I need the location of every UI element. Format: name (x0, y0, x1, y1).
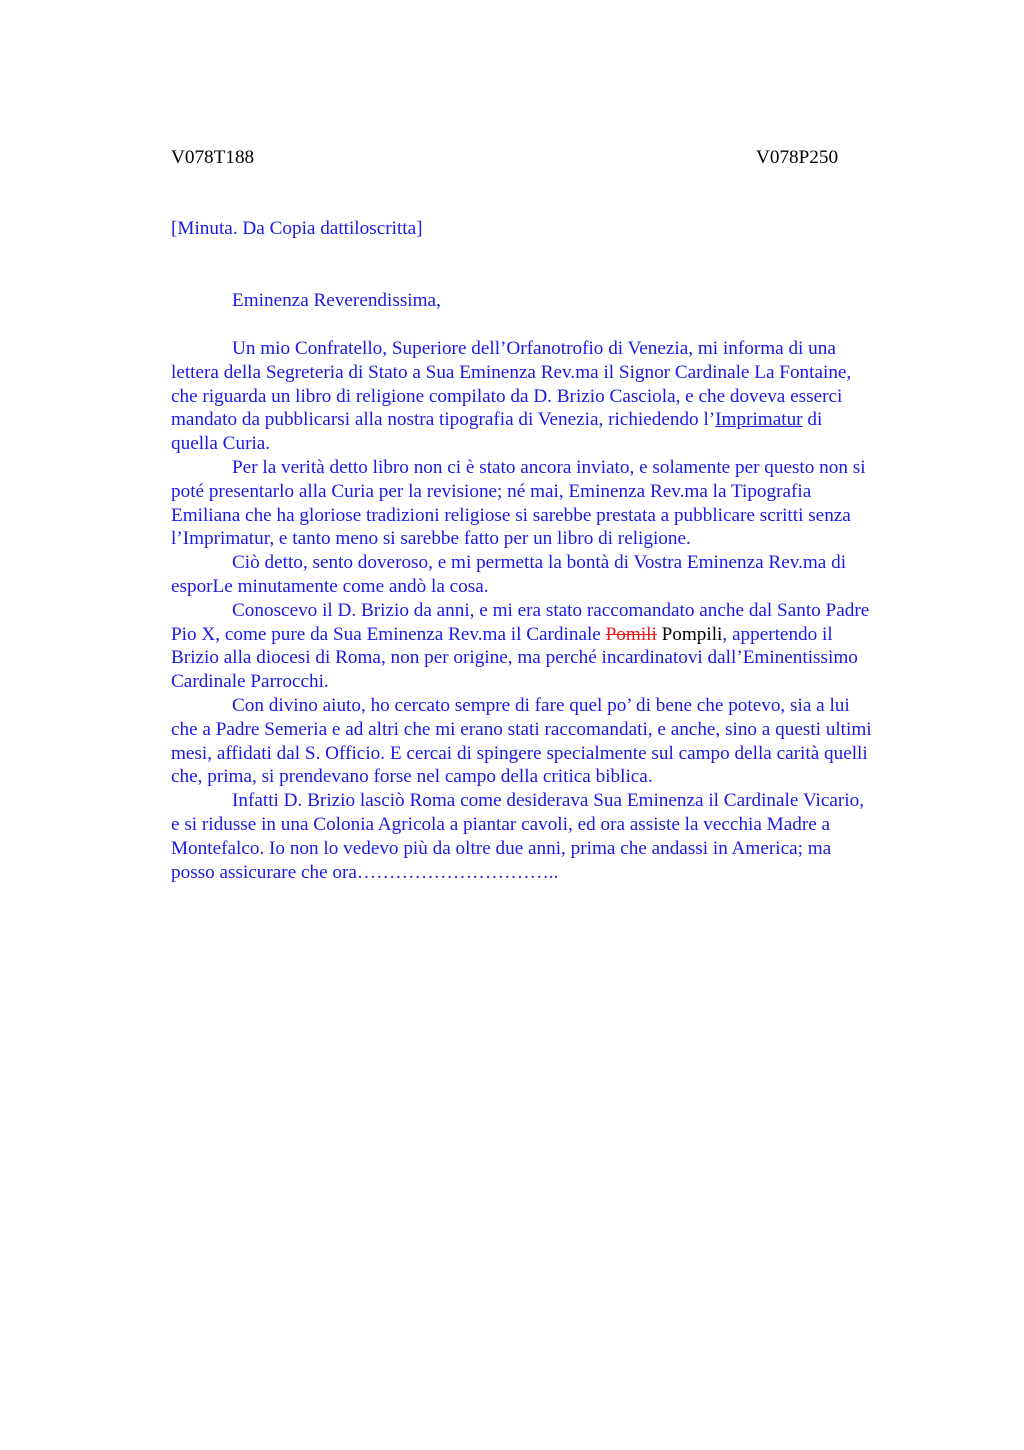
paragraph-5-line-2: che a Padre Semeria e ad altri che mi erano stati raccomandati, e anche, sino a questi ultimi (171, 718, 872, 740)
paragraph-4-line-4: Cardinale Parrocchi. (171, 671, 329, 693)
paragraph-4-line-2-end: , appertendo il (722, 623, 833, 645)
paragraph-3-line-1: Ciò detto, sento doveroso, e mi permetta la bontà di Vostra Eminenza Rev.ma di (232, 552, 847, 574)
paragraph-1-line-4-text: mandato da pubblicarsi alla nostra tipografia di Venezia, richiedendo l’ (171, 409, 716, 431)
imprimatur-underlined: Imprimatur (715, 409, 803, 431)
paragraph-2-line-1: Per la verità detto libro non ci è stato ancora inviato, e solamente per questo non si (232, 456, 866, 478)
paragraph-4-line-2 (171, 623, 931, 647)
document-code-right: V078P250 (756, 147, 839, 168)
paragraph-6-line-4: posso assicurare che ora………………………….. (171, 861, 559, 883)
paragraph-4-line-3: Brizio alla diocesi di Roma, non per origine, ma perché incardinatovi dall’Eminentissimo (171, 647, 858, 669)
paragraph-2-line-4: l’Imprimatur, e tanto meno si sarebbe fatto per un libro di religione. (171, 528, 691, 550)
paragraph-1-line-1: Un mio Confratello, Superiore dell’Orfanotrofio di Venezia, mi informa di una (232, 338, 836, 359)
paragraph-1-line-4-end: di (802, 409, 823, 431)
paragraph-2-line-2: poté presentarlo alla Curia per la revisione; né mai, Eminenza Rev.ma la Tipografia (171, 480, 812, 502)
source-note: [Minuta. Da Copia dattiloscritta] (171, 218, 423, 239)
salutation: Eminenza Reverendissima, (232, 290, 441, 311)
paragraph-1-line-4 (171, 408, 931, 432)
paragraph-5-line-1: Con divino aiuto, ho cercato sempre di fare quel po’ di bene che potevo, sia a lui (232, 694, 850, 716)
paragraph-4-line-2-text: Pio X, come pure da Sua Eminenza Rev.ma il Cardinale (171, 623, 606, 645)
document-code-left: V078T188 (171, 147, 255, 168)
paragraph-5-line-3: mesi, affidati dal S. Officio. E cercai di spingere specialmente sul campo della carità quelli (171, 742, 868, 764)
paragraph-5-line-4: che, prima, si prendevano forse nel campo della critica biblica. (171, 766, 653, 788)
paragraph-3-line-2: esporLe minutamente come andò la cosa. (171, 575, 489, 597)
deleted-word: Pomili (605, 623, 657, 645)
paragraph-6-line-1: Infatti D. Brizio lasciò Roma come desiderava Sua Eminenza il Cardinale Vicario, (232, 790, 865, 812)
paragraph-2-line-3: Emiliana che ha gloriose tradizioni religiose si sarebbe prestata a pubblicare scritti senza (171, 504, 851, 526)
paragraph-6-line-2: e si ridusse in una Colonia Agricola a piantar cavoli, ed ora assiste la vecchia Madre a (171, 813, 831, 835)
paragraph-1-line-5: quella Curia. (171, 433, 271, 455)
paragraph-1-line-2: lettera della Segreteria di Stato a Sua Eminenza Rev.ma il Signor Cardinale La Fontaine, (171, 361, 852, 383)
letter-body (171, 337, 931, 884)
paragraph-4-line-1: Conoscevo il D. Brizio da anni, e mi era stato raccomandato anche dal Santo Padre (232, 599, 870, 621)
inserted-word: Pompili (656, 623, 723, 645)
paragraph-1-line-3: che riguarda un libro di religione compilato da D. Brizio Casciola, e che doveva esserci (171, 385, 843, 407)
paragraph-6-line-3: Montefalco. Io non lo vedevo più da oltre due anni, prima che andassi in America; ma (171, 837, 832, 859)
